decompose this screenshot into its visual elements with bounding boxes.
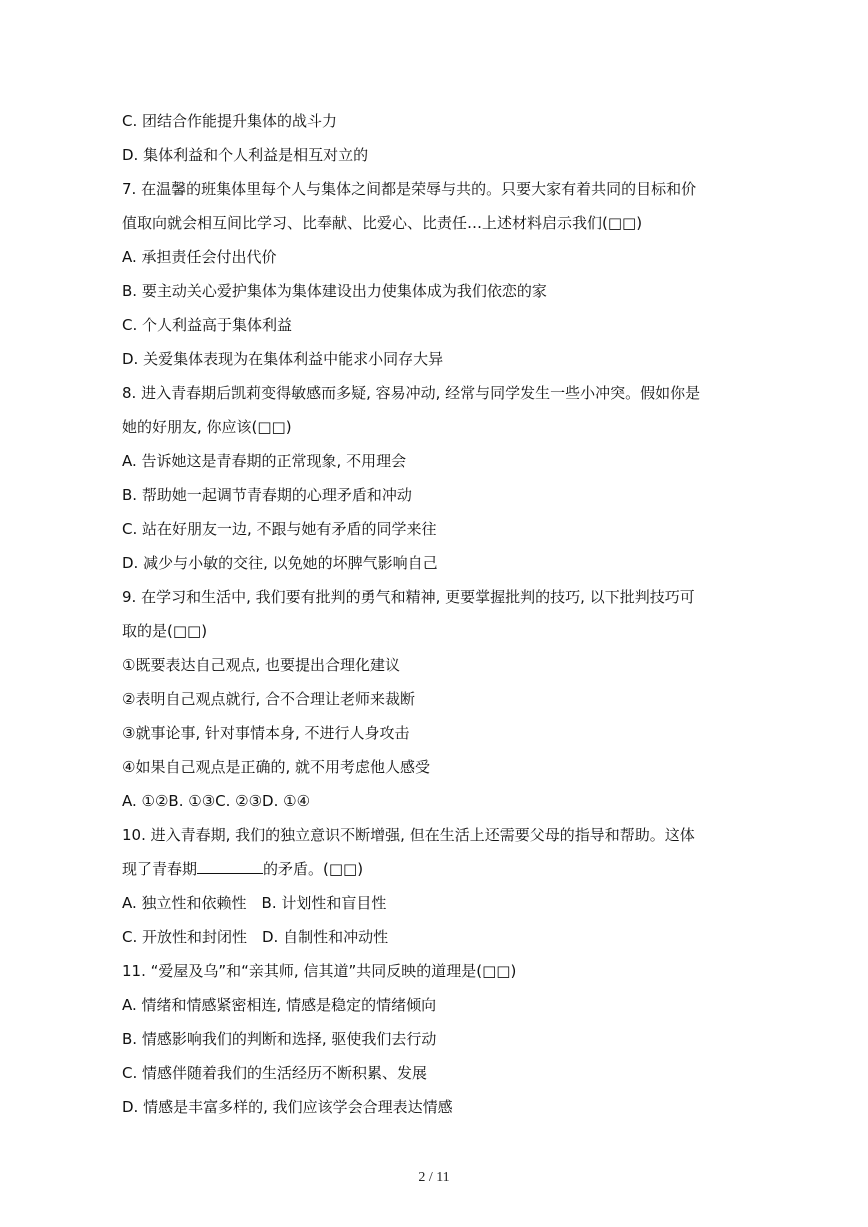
option-b: B. 情感影响我们的判断和选择, 驱使我们去行动 <box>122 1030 437 1048</box>
option-d: D. 情感是丰富多样的, 我们应该学会合理表达情感 <box>122 1098 453 1116</box>
option-a: A. 告诉她这是青春期的正常现象, 不用理会 <box>122 452 407 470</box>
question-9-line-1: 9. 在学习和生活中, 我们要有批判的勇气和精神, 更要掌握批判的技巧, 以下批判技巧可 <box>122 588 695 606</box>
question-10-line-1: 10. 进入青春期, 我们的独立意识不断增强, 但在生活上还需要父母的指导和帮助。这体 <box>122 826 695 844</box>
statement-2: ②表明自己观点就行, 合不合理让老师来裁断 <box>122 690 415 708</box>
option-c: C. 个人利益高于集体利益 <box>122 316 293 334</box>
statement-3: ③就事论事, 针对事情本身, 不进行人身攻击 <box>122 724 410 742</box>
question-10-text-before: 现了青春期 <box>122 860 198 878</box>
option-c: C. 情感伴随着我们的生活经历不断积累、发展 <box>122 1064 428 1082</box>
statement-4: ④如果自己观点是正确的, 就不用考虑他人感受 <box>122 758 430 776</box>
text-line: D. 集体利益和个人利益是相互对立的 <box>122 146 369 164</box>
question-8-line-2: 她的好朋友, 你应该(□□) <box>122 418 292 436</box>
question-10-text-after: 的矛盾。(□□) <box>263 860 364 878</box>
page-number: 2 / 11 <box>418 1170 450 1185</box>
option-a: A. 承担责任会付出代价 <box>122 248 277 266</box>
question-7-line-1: 7. 在温馨的班集体里每个人与集体之间都是荣辱与共的。只要大家有着共同的目标和价 <box>122 180 697 198</box>
question-11-line: 11. “爱屋及乌”和“亲其师, 信其道”共同反映的道理是(□□) <box>122 962 517 980</box>
question-8-line-1: 8. 进入青春期后凯莉变得敏感而多疑, 容易冲动, 经常与同学发生一些小冲突。假如你是 <box>122 384 701 402</box>
question-9-line-2: 取的是(□□) <box>122 622 208 640</box>
question-7-line-2: 值取向就会相互间比学习、比奉献、比爱心、比责任…上述材料启示我们(□□) <box>122 214 643 232</box>
answer-options: A. ①②B. ①③C. ②③D. ①④ <box>122 792 311 810</box>
option-d: D. 减少与小敏的交往, 以免她的坏脾气影响自己 <box>122 554 438 572</box>
page-content <box>122 108 752 1128</box>
fill-in-blank <box>197 856 263 874</box>
option-row: C. 开放性和封闭性 D. 自制性和冲动性 <box>122 928 389 946</box>
option-b: B. 要主动关心爱护集体为集体建设出力使集体成为我们依恋的家 <box>122 282 547 300</box>
text-line: C. 团结合作能提升集体的战斗力 <box>122 112 338 130</box>
option-a: A. 情绪和情感紧密相连, 情感是稳定的情绪倾向 <box>122 996 437 1014</box>
option-c: C. 站在好朋友一边, 不跟与她有矛盾的同学来往 <box>122 520 437 538</box>
option-d: D. 关爱集体表现为在集体利益中能求小同存大异 <box>122 350 444 368</box>
option-row: A. 独立性和依赖性 B. 计划性和盲目性 <box>122 894 387 912</box>
question-10-line-2 <box>122 856 752 890</box>
statement-1: ①既要表达自己观点, 也要提出合理化建议 <box>122 656 400 674</box>
option-b: B. 帮助她一起调节青春期的心理矛盾和冲动 <box>122 486 412 504</box>
